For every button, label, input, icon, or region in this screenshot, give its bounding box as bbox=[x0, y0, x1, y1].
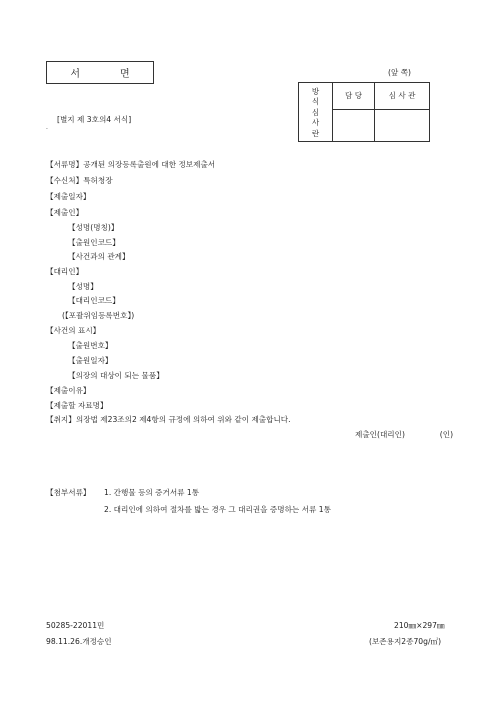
front-side-label: (앞 쪽) bbox=[388, 68, 412, 77]
field-materials: 【제출할 자료명】 bbox=[46, 401, 108, 410]
signer-line bbox=[355, 429, 453, 440]
seal-mark: (인) bbox=[439, 430, 454, 439]
field-agent-name: 【성명】 bbox=[68, 282, 98, 291]
attachment-item-1: 1. 간행물 등의 증거서류 1통 bbox=[104, 488, 200, 497]
form-title-part2: 면 bbox=[120, 69, 130, 80]
form-number: [별지 제 3호의4 서식] bbox=[57, 115, 132, 124]
field-submitter-name: 【성명(명칭)】 bbox=[68, 223, 119, 232]
review-col-charge: 담 당 bbox=[333, 83, 375, 110]
field-case-app-no: 【출원번호】 bbox=[68, 341, 113, 350]
field-submit-date: 【제출일자】 bbox=[46, 192, 91, 201]
field-case-article: 【의장의 대상이 되는 물품】 bbox=[68, 371, 164, 380]
field-reason: 【제출이유】 bbox=[46, 386, 91, 395]
review-examiner-cell bbox=[375, 109, 430, 141]
form-title-part1: 서 bbox=[70, 69, 80, 80]
margin-dot: . bbox=[46, 124, 48, 131]
field-agent-power: (【포괄위임등록번호】) bbox=[62, 311, 135, 320]
field-submitter-relation: 【사건과의 관계】 bbox=[68, 252, 130, 261]
review-col-examiner: 심 사 관 bbox=[375, 83, 430, 110]
field-recipient: 【수신처】특허청장 bbox=[46, 176, 113, 185]
field-case-app-date: 【출원일자】 bbox=[68, 356, 113, 365]
footer-paper: (보존용지2종70g/㎡) bbox=[369, 637, 442, 646]
field-purpose: 【취지】의장법 제23조의2 제4항의 규정에 의하여 위와 같이 제출합니다. bbox=[46, 415, 291, 424]
field-case: 【사건의 표시】 bbox=[46, 326, 101, 335]
footer-size: 210㎜×297㎜ bbox=[394, 621, 445, 630]
review-charge-cell bbox=[333, 109, 375, 141]
field-doc-name: 【서류명】공개된 의장등록출원에 대한 정보제출서 bbox=[46, 160, 216, 169]
field-submitter-code: 【출원인코드】 bbox=[68, 238, 120, 247]
attachment-item-2: 2. 대리인에 의하여 절차를 밟는 경우 그 대리권을 증명하는 서류 1통 bbox=[104, 505, 331, 514]
field-submitter: 【제출인】 bbox=[46, 208, 84, 217]
field-agent-code: 【대리인코드】 bbox=[68, 296, 120, 305]
review-table bbox=[298, 82, 430, 142]
field-agent: 【대리인】 bbox=[46, 267, 84, 276]
signer-label: 제출인(대리인) bbox=[355, 430, 405, 439]
form-title bbox=[46, 61, 154, 84]
attachments-label: 【첨부서류】 bbox=[46, 488, 91, 497]
review-side-label: 방 식 심 사 란 bbox=[299, 83, 333, 142]
footer-code: 50285-22011민 bbox=[46, 621, 105, 630]
footer-approved: 98.11.26.개정승인 bbox=[46, 637, 112, 646]
